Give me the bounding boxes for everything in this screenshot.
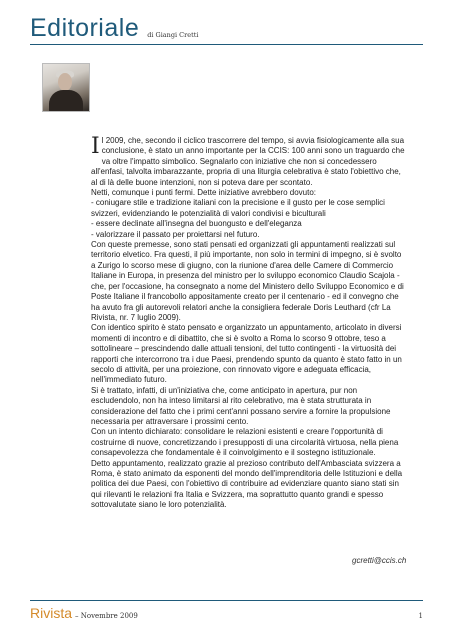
article-paragraph: - essere declinate all'insegna del buongusto e dell'eleganza	[91, 219, 302, 229]
issue-date: – Novembre 2009	[75, 612, 138, 620]
article-body	[91, 136, 405, 511]
article-paragraph: Netti, comunque i punti fermi. Dette iniziative avrebbero dovuto:	[91, 188, 317, 198]
brand-logo: Rivista	[30, 605, 73, 621]
article-paragraph: Con queste premesse, sono stati pensati ed organizzati gli appuntamenti realizzati sul territorio elvetico. Fra questi, il più importante, non solo in termini di impegno, si è svolto a Zurigo lo scorso mese di giugno, con la riunione d'area delle Camere di Commercio Italiane in Europa, in presenza del ministro per lo sviluppo economico Claudio Scajola - che, per l'occasione, ha consegnato a nome del Ministero dello Sviluppo Economico e di Poste Italiane il francobollo appositamente creato per il centenario - ed il convegno che ha avuto fra gli autorevoli relatori anche la consigliera federale Doris Leuthard (cfr La Rivista, nr. 7 luglio 2009).	[91, 240, 404, 322]
article-paragraph: Il 2009, che, secondo il ciclico trascorrere del tempo, si avvia fisiologicamente alla sua conclusione, è stato un anno importante per la CCIS: 100 anni sono un traguardo che va oltre l'impatto simbolico. Segnalarlo con iniziative che non si concedessero all'enfasi, talvolta imbarazzante, propria di una liturgia celebrativa è stato l'obiettivo che, al di là delle buone intenzioni, non si poteva dare per scontato.	[91, 134, 405, 187]
article-paragraph: - coniugare stile e tradizione italiani con la precisione e il gusto per le cose semplici svizzeri, evidenziando le potenzialità di valori condivisi e biculturali	[91, 198, 385, 218]
page-title: Editoriale	[30, 14, 140, 42]
author-photo	[42, 63, 90, 112]
email-signature: gcretti@ccis.ch	[352, 556, 407, 565]
article-paragraph: - valorizzare il passato per proiettarsi nel futuro.	[91, 229, 260, 239]
header	[30, 14, 198, 42]
article-paragraph: Si è trattato, infatti, di un'iniziativa che, come anticipato in apertura, pur non escludendolo, non ha inteso limitarsi al rito celebrativo, ma è stata strutturata in considerazione del fatto che i primi cent'anni possano servire a fornire la propulsione necessaria per attraversare i prossimi cento.	[91, 385, 391, 426]
drop-cap: I	[91, 134, 100, 159]
author-byline: di Giangi Cretti	[147, 31, 199, 39]
page-number: 1	[418, 612, 423, 620]
footer	[30, 605, 423, 621]
header-divider	[30, 44, 423, 45]
article-paragraph: Con identico spirito è stato pensato e organizzato un appuntamento, articolato in diversi momenti di incontro e di dibattito, che si è svolto a Roma lo scorso 9 ottobre, teso a sottolineare – prescindendo dalle attuali tensioni, del tutto contingenti - la virtuosità dei rapporti che intercorrono tra i due Paesi, prendendo spunto da quanto è stato fatto in un secolo di attività, per una proiezione, con rinnovato vigore e adeguata efficacia, nell'immediato futuro.	[91, 323, 402, 385]
article-paragraph: Con un intento dichiarato: consolidare le relazioni esistenti e creare l'opportunità di costruirne di nuove, concretizzando i presupposti di una circolarità virtuosa, nella piena consapevolezza che fondamentale è il coinvolgimento e il sostegno istituzionale.	[91, 427, 399, 458]
footer-divider	[30, 600, 423, 601]
article-paragraph: Detto appuntamento, realizzato grazie al prezioso contributo dell'Ambasciata svizzera a Roma, è stato animato da esponenti del mondo dell'imprenditoria delle Istituzioni e della politica dei due Paesi, con l'obiettivo di contribuire ad evidenziare quanto siano stati sin qui rilevanti le relazioni fra Italia e Svizzera, ma soprattutto quanto grandi e spesso sottovalutate siano le loro potenzialità.	[91, 458, 403, 510]
